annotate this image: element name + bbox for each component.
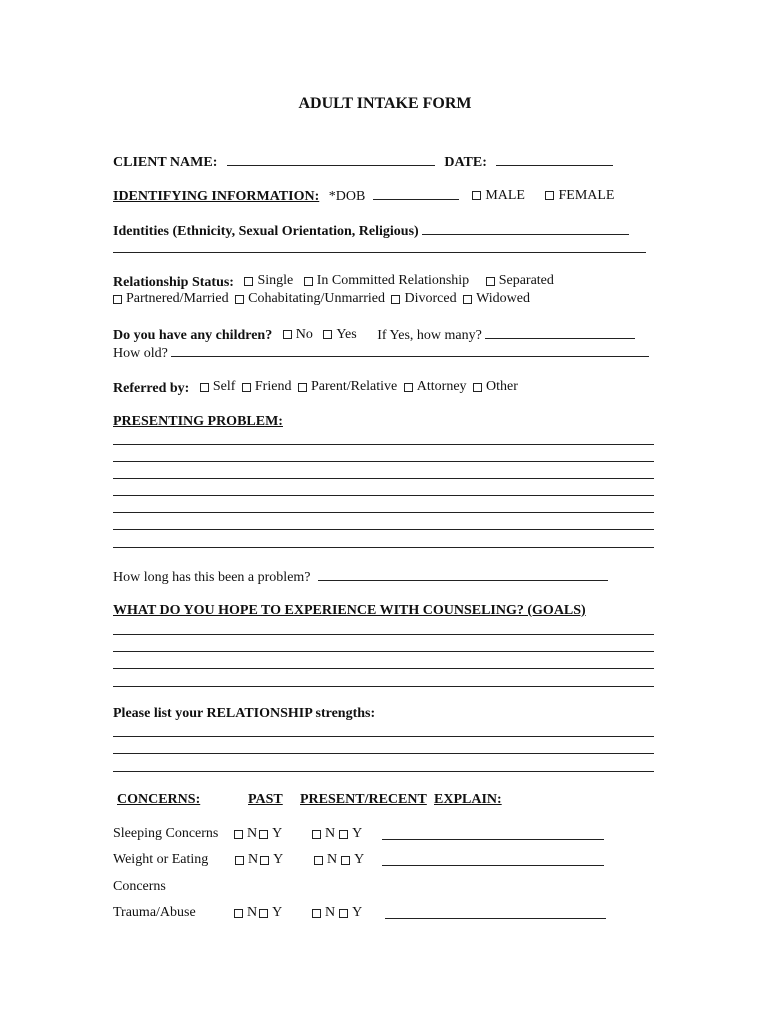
friend-checkbox[interactable] [242,383,251,392]
how-many-field[interactable] [485,324,635,339]
weight-past-y-checkbox[interactable] [260,856,269,865]
goals-label: WHAT DO YOU HOPE TO EXPERIENCE WITH COUNSELING? (GOALS) [113,603,586,618]
dob-field[interactable] [373,185,459,200]
date-field[interactable] [496,151,613,166]
children-no-label: No [295,326,313,342]
how-old-field[interactable] [171,342,649,357]
sleeping-present-n-checkbox[interactable] [312,830,321,839]
y-label: Y [352,826,363,841]
single-label: Single [257,273,294,288]
male-checkbox[interactable] [472,191,481,200]
divorced-label: Divorced [404,291,457,306]
identities-label: Identities (Ethnicity, Sexual Orientation, Religious) [113,224,419,239]
how-old-row [113,342,649,362]
relationship-label: Relationship Status: [113,274,234,290]
weight-past [235,850,290,870]
goals-line[interactable] [113,634,654,635]
referred-label: Referred by: [113,380,190,396]
widowed-checkbox[interactable] [463,295,472,304]
other-label: Other [486,379,518,394]
client-name-label: CLIENT NAME: [113,155,218,170]
form-title: ADULT INTAKE FORM [298,95,472,112]
attorney-label: Attorney [416,379,467,394]
goals-line[interactable] [113,651,654,652]
y-label: Y [354,852,365,867]
how-old-label: How old? [113,346,168,361]
y-label: Y [352,905,363,920]
widowed-label: Widowed [476,291,530,306]
divorced-checkbox[interactable] [391,295,400,304]
children-no-checkbox[interactable] [283,330,292,339]
presenting-problem-label: PRESENTING PROBLEM: [113,414,283,429]
presenting-problem-line[interactable] [113,444,654,445]
friend-label: Friend [254,379,292,394]
n-label: N [247,826,258,841]
relationship-row-1 [113,271,561,291]
cohabitating-checkbox[interactable] [235,295,244,304]
identities-field[interactable] [422,220,629,235]
n-label: N [247,905,258,920]
sleeping-past [234,824,289,844]
trauma-present [312,903,369,923]
past-header: PAST [248,792,283,807]
strengths-row [113,704,375,724]
weight-explain-field[interactable] [382,865,604,866]
goals-line[interactable] [113,668,654,669]
single-checkbox[interactable] [244,277,253,286]
how-long-field[interactable] [318,566,608,581]
y-label: Y [272,905,283,920]
identifying-row [113,185,621,205]
weight-label: Weight or Eating [113,852,209,867]
trauma-past-n-checkbox[interactable] [234,909,243,918]
how-long-label: How long has this been a problem? [113,570,311,585]
goals-line[interactable] [113,686,654,687]
committed-label: In Committed Relationship [316,273,470,288]
children-question: Do you have any children? [113,328,273,343]
separated-label: Separated [498,273,554,288]
parent-relative-checkbox[interactable] [298,383,307,392]
referred-row [113,377,525,397]
trauma-past [234,903,289,923]
presenting-problem-line[interactable] [113,495,654,496]
trauma-present-y-checkbox[interactable] [339,909,348,918]
sleeping-label: Sleeping Concerns [113,826,219,841]
children-yes-checkbox[interactable] [323,330,332,339]
presenting-problem-line[interactable] [113,547,654,548]
trauma-past-y-checkbox[interactable] [259,909,268,918]
female-label: FEMALE [558,187,615,203]
client-name-field[interactable] [227,151,435,166]
presenting-problem-line[interactable] [113,512,654,513]
partnered-checkbox[interactable] [113,295,122,304]
strengths-relationship: RELATIONSHIP [206,706,313,721]
cohabitating-label: Cohabitating/Unmarried [248,291,385,306]
trauma-present-n-checkbox[interactable] [312,909,321,918]
explain-header: EXPLAIN: [434,792,502,807]
partnered-label: Partnered/Married [126,291,229,306]
sleeping-present [312,824,369,844]
client-name-row [113,151,613,171]
present-header: PRESENT/RECENT [300,792,427,807]
parent-relative-label: Parent/Relative [310,379,398,394]
n-label: N [327,852,338,867]
strengths-line[interactable] [113,771,654,772]
n-label: N [248,852,259,867]
weight-past-n-checkbox[interactable] [235,856,244,865]
strengths-prefix: Please list your [113,706,207,721]
separated-checkbox[interactable] [486,277,495,286]
children-yes-label: Yes [336,326,357,342]
date-label: DATE: [444,155,487,170]
dob-label: *DOB [328,189,366,204]
sleeping-past-n-checkbox[interactable] [234,830,243,839]
n-label: N [325,826,336,841]
trauma-explain-field[interactable] [385,918,606,919]
y-label: Y [273,852,284,867]
committed-checkbox[interactable] [304,277,313,286]
how-many-label: If Yes, how many? [377,328,482,343]
weight-present-n-checkbox[interactable] [314,856,323,865]
presenting-problem-line[interactable] [113,478,654,479]
male-label: MALE [485,187,525,203]
trauma-label: Trauma/Abuse [113,905,196,920]
identifying-label: IDENTIFYING INFORMATION: [113,189,320,204]
relationship-row-2 [113,289,537,309]
concerns-header: CONCERNS: [117,792,201,807]
y-label: Y [272,826,283,841]
presenting-problem-line[interactable] [113,461,654,462]
n-label: N [325,905,336,920]
other-checkbox[interactable] [473,383,482,392]
identities-row [113,220,629,240]
how-long-row [113,566,608,586]
weight-present-y-checkbox[interactable] [341,856,350,865]
self-label: Self [212,379,236,394]
female-checkbox[interactable] [545,191,554,200]
children-row [113,324,635,344]
sleeping-explain-field[interactable] [382,839,604,840]
sleeping-present-y-checkbox[interactable] [339,830,348,839]
presenting-problem-line[interactable] [113,529,654,530]
self-checkbox[interactable] [200,383,209,392]
attorney-checkbox[interactable] [404,383,413,392]
sleeping-past-y-checkbox[interactable] [259,830,268,839]
concerns-continued-label: Concerns [113,879,166,894]
weight-present [314,850,371,870]
identities-field-line-2[interactable] [113,252,646,253]
strengths-suffix: strengths: [312,706,376,721]
strengths-line[interactable] [113,736,654,737]
strengths-line[interactable] [113,753,654,754]
